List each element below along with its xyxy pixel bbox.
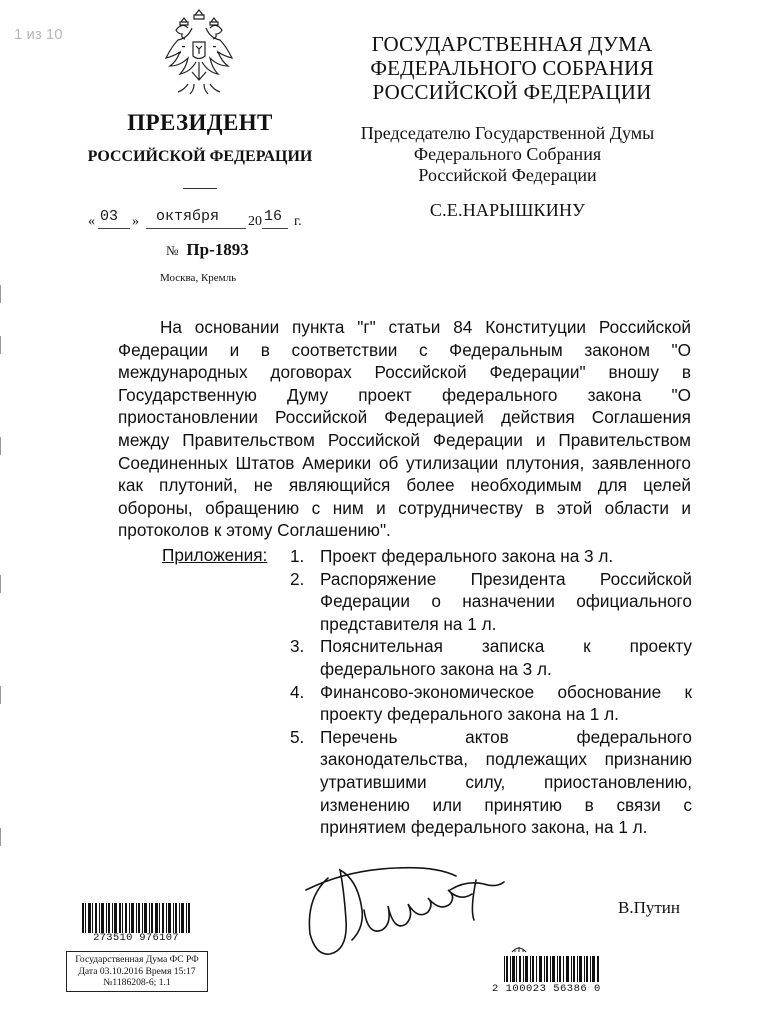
divider (183, 188, 217, 189)
date-year-prefix: 20 (248, 214, 262, 229)
list-item (290, 568, 692, 636)
date-close-quote: » (132, 214, 139, 229)
scan-margin-mark (0, 336, 1, 354)
document-place: Москва, Кремль (160, 272, 237, 284)
addressee-name: С.Е.НАРЫШКИНУ (429, 200, 586, 220)
registration-barcode (82, 903, 190, 933)
eagle-mark-icon (510, 944, 528, 954)
attachment-number: 5. (290, 726, 305, 747)
recipient-organization (352, 32, 672, 104)
handwritten-signature (300, 850, 515, 970)
attachment-number: 2. (290, 568, 305, 589)
scan-margin-mark (0, 828, 1, 846)
attachment-text: Проект федерального закона на 3 л. (320, 546, 614, 566)
date-year-suffix: 16 (264, 208, 283, 225)
attachment-text: Перечень актов федерального законодательства, подлежащих признанию утратившими силу, приостановлению, изменению или принятию в связи с принятием федерального закона, на 1 л. (320, 726, 692, 838)
scan-margin-mark (0, 437, 1, 455)
recipient-org-line: ГОСУДАРСТВЕННАЯ ДУМА (371, 32, 653, 56)
attachment-text: Распоряжение Президента Российской Федерации о назначении официального представителя на 1 л. (320, 568, 692, 634)
sender-title: ПРЕЗИДЕНТ (127, 110, 273, 135)
signer-name: В.Путин (618, 898, 680, 917)
stamp-line: №1186208-6; 1.1 (103, 977, 171, 988)
document-date (88, 208, 320, 232)
stamp-line: Государственная Дума ФС РФ (75, 954, 199, 965)
page-indicator: 1 из 10 (14, 26, 63, 43)
scan-margin-mark (0, 686, 1, 704)
recipient-org-line: РОССИЙСКОЙ ФЕДЕРАЦИИ (372, 80, 652, 104)
number-value: Пр-1893 (186, 240, 249, 259)
coat-of-arms-emblem (158, 6, 240, 98)
list-item (290, 681, 692, 726)
attachment-number: 4. (290, 681, 305, 702)
number-label: № (166, 243, 179, 258)
attachment-text: Финансово-экономическое обоснование к проекту федерального закона на 1 л. (320, 681, 692, 725)
addressee-line: Российской Федерации (418, 165, 597, 185)
date-year-abbr: г. (294, 214, 302, 229)
date-month: октября (156, 208, 220, 225)
scan-margin-mark (0, 285, 1, 303)
registration-stamp (66, 951, 208, 992)
attachment-number: 1. (290, 546, 305, 566)
list-item (290, 726, 692, 839)
stamp-line: Дата 03.10.2016 Время 15:17 (78, 965, 196, 977)
scan-margin-mark (0, 575, 1, 593)
date-year-underline (262, 228, 288, 229)
list-item (290, 545, 692, 568)
date-day: 03 (100, 208, 119, 225)
document-barcode (504, 956, 599, 982)
addressee-line: Председателю Государственной Думы (360, 123, 655, 143)
barcode-number: 273510 976107 (93, 932, 179, 944)
attachments-list (290, 545, 692, 839)
attachments-label: Приложения: (162, 545, 268, 565)
date-day-underline (98, 228, 130, 229)
list-item (290, 635, 692, 680)
date-month-underline (146, 228, 246, 229)
attachment-number: 3. (290, 636, 305, 657)
recipient-org-line: ФЕДЕРАЛЬНОГО СОБРАНИЯ (370, 56, 654, 80)
sender-subtitle: РОССИЙСКОЙ ФЕДЕРАЦИИ (87, 148, 313, 165)
document-number (166, 240, 249, 260)
letter-body: На основании пункта "г" статьи 84 Конституции Российской Федерации и в соответствии с Федеральным законом "О международных договорах Российской Федерации" вношу в Государственную Думу проект федерального закона "О приостановлении Российской Федерацией действия Соглашения между Правительством Российской Федерации и Правительством Соединенных Штатов Америки об утилизации плутония, заявленного как плутоний, не являющийся более необходимым для целей обороны, обращению с ним и сотрудничеству в этой области и протоколов к этому Соглашению". (118, 317, 691, 541)
attachment-text: Пояснительная записка к проекту федерального закона на 3 л. (320, 636, 692, 679)
addressee-block (330, 123, 685, 186)
document-barcode-number: 2 100023 56386 0 (492, 983, 601, 995)
addressee-line: Федерального Собрания (413, 144, 602, 164)
date-open-quote: « (88, 214, 95, 229)
